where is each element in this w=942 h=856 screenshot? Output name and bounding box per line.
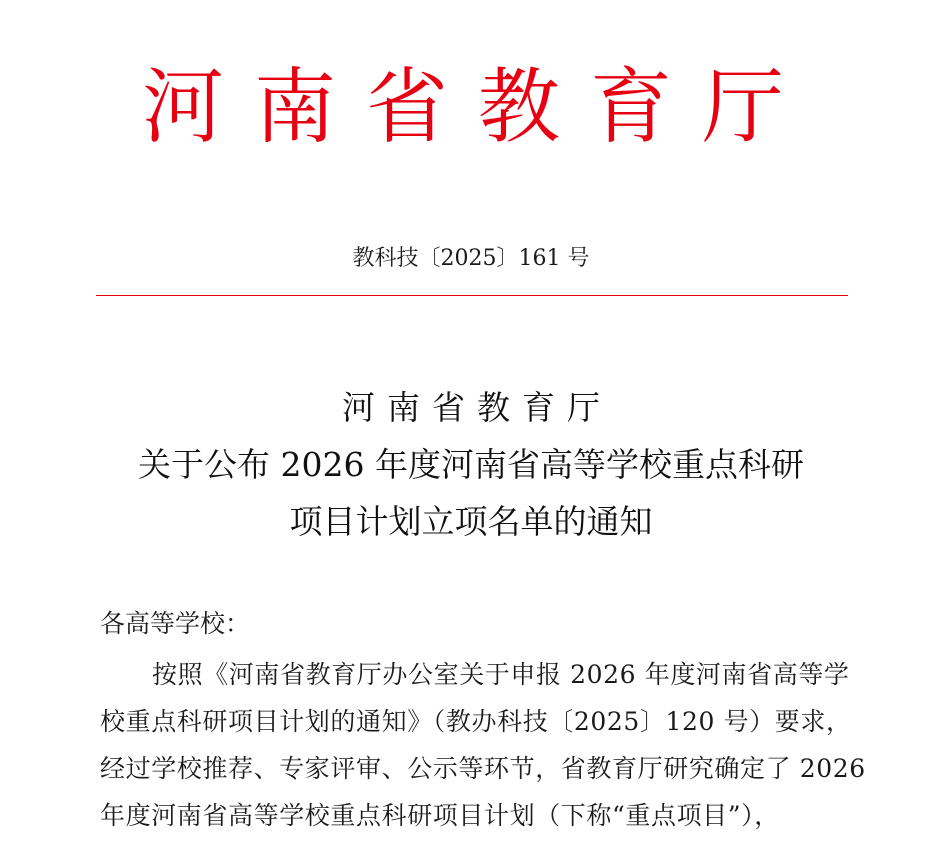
issuer-masthead: 河南省教育厅 <box>141 60 814 155</box>
paragraph-line: 经过学校推荐、专家评审、公示等环节，省教育厅研究确定了 2026 <box>100 754 866 783</box>
paragraph-line: 年度河南省高等学校重点科研项目计划（下称“重点项目”）， <box>100 801 780 830</box>
title-line-2: 项目计划立项名单的通知 <box>289 502 653 541</box>
paragraph-line: 校重点科研项目计划的通知》（教办科技〔2025〕120 号）要求， <box>100 707 852 736</box>
document-title <box>0 380 942 550</box>
title-issuer: 河南省教育厅 <box>342 388 612 427</box>
title-line-1: 关于公布 2026 年度河南省高等学校重点科研 <box>138 445 804 484</box>
paragraph-line: 按照《河南省教育厅办公室关于申报 2026 年度河南省高等学 <box>152 660 850 689</box>
document-number: 教科技〔2025〕161 号 <box>352 246 590 271</box>
salutation: 各高等学校： <box>100 609 251 638</box>
red-separator-line <box>96 295 848 296</box>
